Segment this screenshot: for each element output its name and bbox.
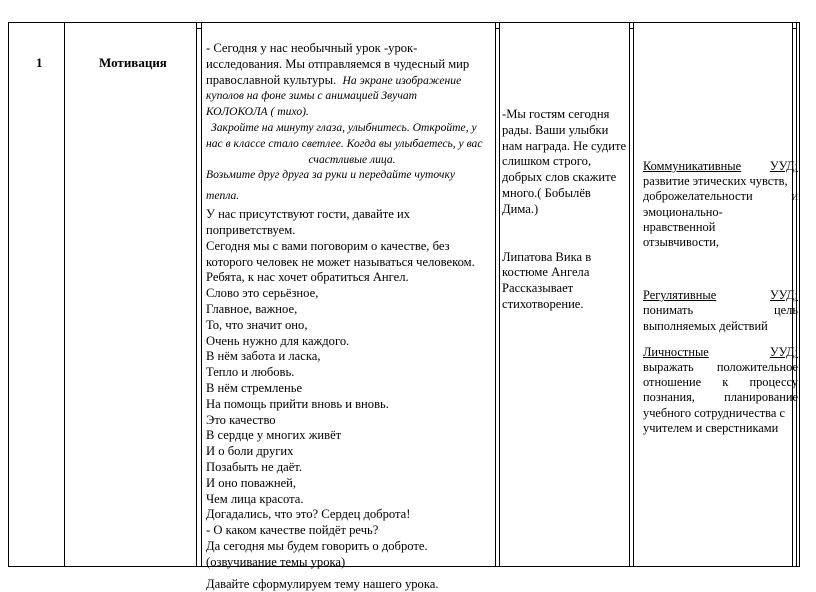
poem-line: В нём стремленье [206,381,498,397]
text-line: развитие этических чувств, [643,174,798,189]
poem-line: Это качество [206,413,498,429]
text-line: нравственной [643,220,798,235]
text: процессу [749,375,798,390]
poem-line: Догадались, что это? Сердец доброта! [206,507,498,523]
text: планирование [724,390,798,405]
cell-border [792,28,796,29]
stage-direction: тепла. [206,185,498,207]
column-divider [633,23,634,566]
poem-line: Слово это серьёзное, [206,286,498,302]
row-number: 1 [36,55,43,71]
text-line: костюме Ангела [502,265,622,281]
text-line: эмоционально- [643,205,798,220]
text-line: Липатова Вика в [502,250,622,266]
text-line: выполняемых действий [643,319,798,334]
poem-line: И оно поважней, [206,476,498,492]
text-line: много.( Бобылёв [502,186,622,202]
text: понимать [643,303,693,318]
heading-text: УУД: [770,288,798,303]
text-line: исследования. Мы отправляемся в чудесный мир [206,57,498,73]
text-line: отзывчивости, [643,235,798,250]
poem-line: В сердце у многих живёт [206,428,498,444]
stage-direction: Возьмите друг друга за руки и передайте чуточку [206,167,498,183]
text-line: -Мы гостям сегодня [502,107,622,123]
cell-border [196,28,201,29]
text-line [643,390,798,405]
text: православной культуры. [206,73,336,87]
text-line: Ребята, к нас хочет обратиться Ангел. [206,270,498,286]
column-divider [201,23,202,566]
poem-line: Позабыть не даёт. [206,460,498,476]
uud-heading-communicative [643,159,798,174]
column-divider [499,23,500,566]
text: выражать [643,360,694,375]
poem-line: В нём забота и ласка, [206,349,498,365]
text: к [722,375,728,390]
stage-direction: куполов на фоне зимы с анимацией Звучат [206,88,498,104]
text: положительное [717,360,798,375]
text-line: поприветствуем. [206,223,498,239]
students-activity [502,107,622,313]
stage-direction: На экране изображение [343,74,462,87]
stage-direction: нас в классе стало светлее. Когда вы улыбаетесь, у вас [206,136,498,152]
text-line: - Сегодня у нас необычный урок -урок- [206,41,498,57]
heading-text: Коммуникативные [643,159,741,174]
cell-border [629,28,633,29]
heading-text: Личностные [643,345,709,360]
text-line [206,73,498,89]
text-line: У нас присутствуют гости, давайте их [206,207,498,223]
text: цель [774,303,798,318]
text-line: рады. Ваши улыбки [502,123,622,139]
text-line: которого человек не может называться человеком. [206,255,498,271]
text-line: Рассказывает [502,281,622,297]
lesson-table [8,22,800,567]
poem-line: На помощь прийти вновь и вновь. [206,397,498,413]
text-line: стихотворение. [502,297,622,313]
heading-text: УУД: [770,159,798,174]
text-line: нам награда. Не судите [502,139,622,155]
text-line: Сегодня мы с вами поговорим о качестве, без [206,239,498,255]
stage-direction: счастливые лица. [206,152,498,168]
poem-line: И о боли других [206,444,498,460]
column-divider [64,23,65,566]
poem-line: Главное, важное, [206,302,498,318]
text-line [643,375,798,390]
poem-line: Чем лица красота. [206,492,498,508]
stage-direction: КОЛОКОЛА ( тихо). [206,104,498,120]
text-line: учителем и сверстниками [643,421,798,436]
teacher-activity [206,41,498,592]
uud-heading-personal [643,345,798,360]
poem-line: - О каком качестве пойдёт речь? [206,523,498,539]
stage-direction: Закройте на минуту глаза, улыбнитесь. Откройте, у [206,120,498,136]
text: отношение [643,375,701,390]
text-line [643,189,798,204]
stage-name: Мотивация [99,55,167,71]
text-line [643,303,798,318]
column-divider [196,23,197,566]
text: доброжелательности [643,189,753,204]
text-line [643,360,798,375]
text-line: Дима.) [502,202,622,218]
text-line: Давайте сформулируем тему нашего урока. [206,577,498,592]
text: и [791,189,798,204]
text-line: добрых слов скажите [502,170,622,186]
column-divider [629,23,630,566]
poem-line: Тепло и любовь. [206,365,498,381]
uud-column [643,159,798,436]
cell-border [495,28,499,29]
heading-text: Регулятивные [643,288,716,303]
poem-line: Да сегодня мы будем говорить о доброте. [206,539,498,555]
poem-line: То, что значит оно, [206,318,498,334]
poem-line: (озвучивание темы урока) [206,555,498,571]
poem-line: Очень нужно для каждого. [206,334,498,350]
uud-heading-regulative [643,288,798,303]
text-line: учебного сотрудничества с [643,406,798,421]
text-line: слишком строго, [502,154,622,170]
heading-text: УУД: [770,345,798,360]
text: познания, [643,390,695,405]
